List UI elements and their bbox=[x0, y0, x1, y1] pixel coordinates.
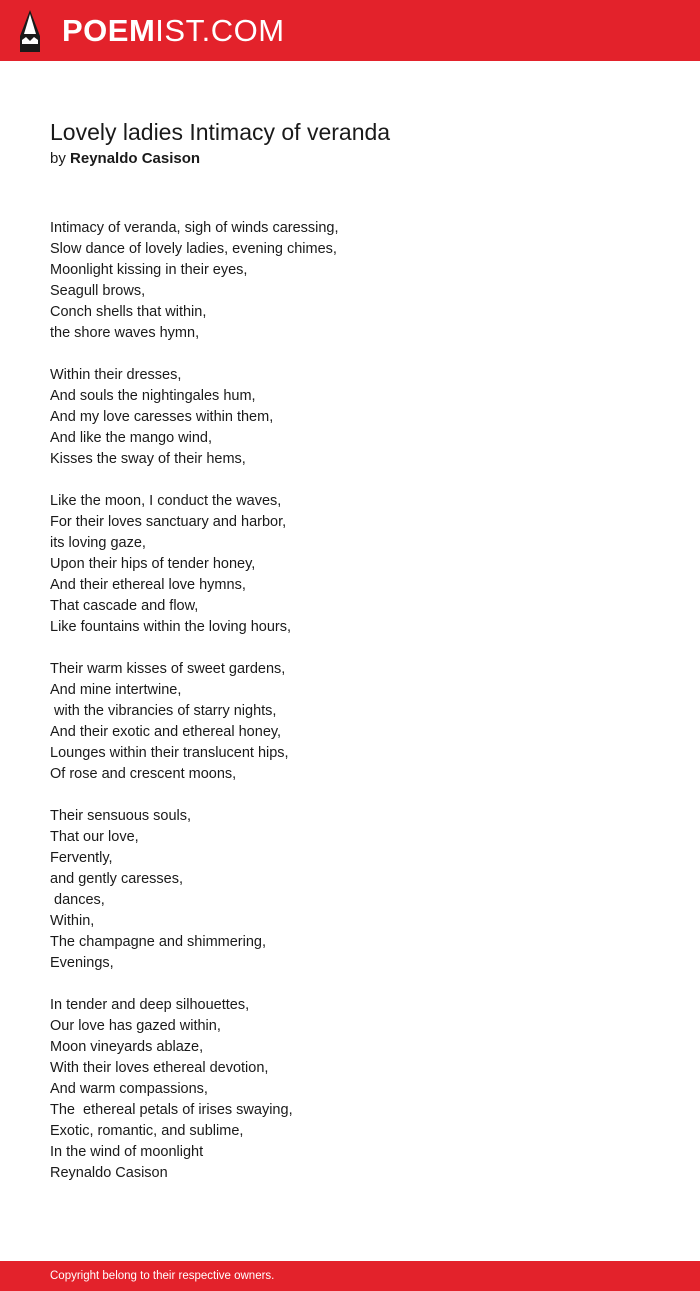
poem-line: Intimacy of veranda, sigh of winds caressing, bbox=[50, 220, 339, 236]
poem-line: Moon vineyards ablaze, bbox=[50, 1039, 204, 1055]
poem-line: In tender and deep silhouettes, bbox=[50, 997, 250, 1013]
poem-line: Lounges within their translucent hips, bbox=[50, 745, 289, 761]
poem-line: Evenings, bbox=[50, 955, 114, 971]
poem-line: its loving gaze, bbox=[50, 535, 146, 551]
poem-line: The ethereal petals of irises swaying, bbox=[50, 1102, 293, 1118]
poem-line: And their exotic and ethereal honey, bbox=[50, 724, 282, 740]
poem-line: Their sensuous souls, bbox=[50, 808, 192, 824]
copyright-text: Copyright belong to their respective owners. bbox=[50, 1270, 275, 1282]
poem-line: Their warm kisses of sweet gardens, bbox=[50, 661, 286, 677]
poem-line: Our love has gazed within, bbox=[50, 1018, 221, 1034]
poem-line: Seagull brows, bbox=[50, 283, 146, 299]
poem-line: Moonlight kissing in their eyes, bbox=[50, 262, 248, 278]
poem-line: with the vibrancies of starry nights, bbox=[50, 703, 277, 719]
poem-stanza bbox=[50, 491, 650, 638]
poem-line: And their ethereal love hymns, bbox=[50, 577, 246, 593]
poem-line: For their loves sanctuary and harbor, bbox=[50, 514, 287, 530]
poem-stanza bbox=[50, 218, 650, 344]
poem-line: Kisses the sway of their hems, bbox=[50, 451, 246, 467]
poem-line: Like fountains within the loving hours, bbox=[50, 619, 292, 635]
poem-stanza bbox=[50, 995, 650, 1184]
poem-line: With their loves ethereal devotion, bbox=[50, 1060, 269, 1076]
site-logo[interactable] bbox=[62, 12, 285, 50]
by-label: by bbox=[50, 150, 66, 167]
poem-line: And my love caresses within them, bbox=[50, 409, 274, 425]
poem-title: Lovely ladies Intimacy of veranda bbox=[50, 119, 391, 145]
poem-line: Within their dresses, bbox=[50, 367, 182, 383]
poem-line: And warm compassions, bbox=[50, 1081, 208, 1097]
poem-line: dances, bbox=[50, 892, 105, 908]
poem-line: Of rose and crescent moons, bbox=[50, 766, 237, 782]
author-name: Reynaldo Casison bbox=[70, 150, 201, 167]
poem-line: In the wind of moonlight bbox=[50, 1144, 204, 1160]
header-bar bbox=[0, 0, 700, 61]
poem-line: Conch shells that within, bbox=[50, 304, 207, 320]
poem-stanza bbox=[50, 806, 650, 974]
poem-body bbox=[50, 218, 650, 1205]
poem-line: And souls the nightingales hum, bbox=[50, 388, 256, 404]
poem-stanza bbox=[50, 659, 650, 785]
brand-rest: IST.COM bbox=[155, 13, 285, 48]
poem-line: Fervently, bbox=[50, 850, 113, 866]
pen-nib-icon[interactable] bbox=[18, 10, 42, 52]
poem-line: the shore waves hymn, bbox=[50, 325, 200, 341]
poem-stanza bbox=[50, 365, 650, 470]
poem-line: Slow dance of lovely ladies, evening chimes, bbox=[50, 241, 337, 257]
poem-line: Like the moon, I conduct the waves, bbox=[50, 493, 282, 509]
poem-line: Reynaldo Casison bbox=[50, 1165, 168, 1181]
poem-line: That cascade and flow, bbox=[50, 598, 199, 614]
poem-line: The champagne and shimmering, bbox=[50, 934, 267, 950]
poem-line: Within, bbox=[50, 913, 95, 929]
brand-bold: POEM bbox=[62, 13, 156, 48]
poem-line: Upon their hips of tender honey, bbox=[50, 556, 256, 572]
poem-line: and gently caresses, bbox=[50, 871, 183, 887]
poem-line: And mine intertwine, bbox=[50, 682, 182, 698]
byline bbox=[50, 148, 200, 170]
poem-line: Exotic, romantic, and sublime, bbox=[50, 1123, 244, 1139]
poem-line: That our love, bbox=[50, 829, 139, 845]
poem-line: And like the mango wind, bbox=[50, 430, 213, 446]
footer-bar bbox=[0, 1261, 700, 1291]
